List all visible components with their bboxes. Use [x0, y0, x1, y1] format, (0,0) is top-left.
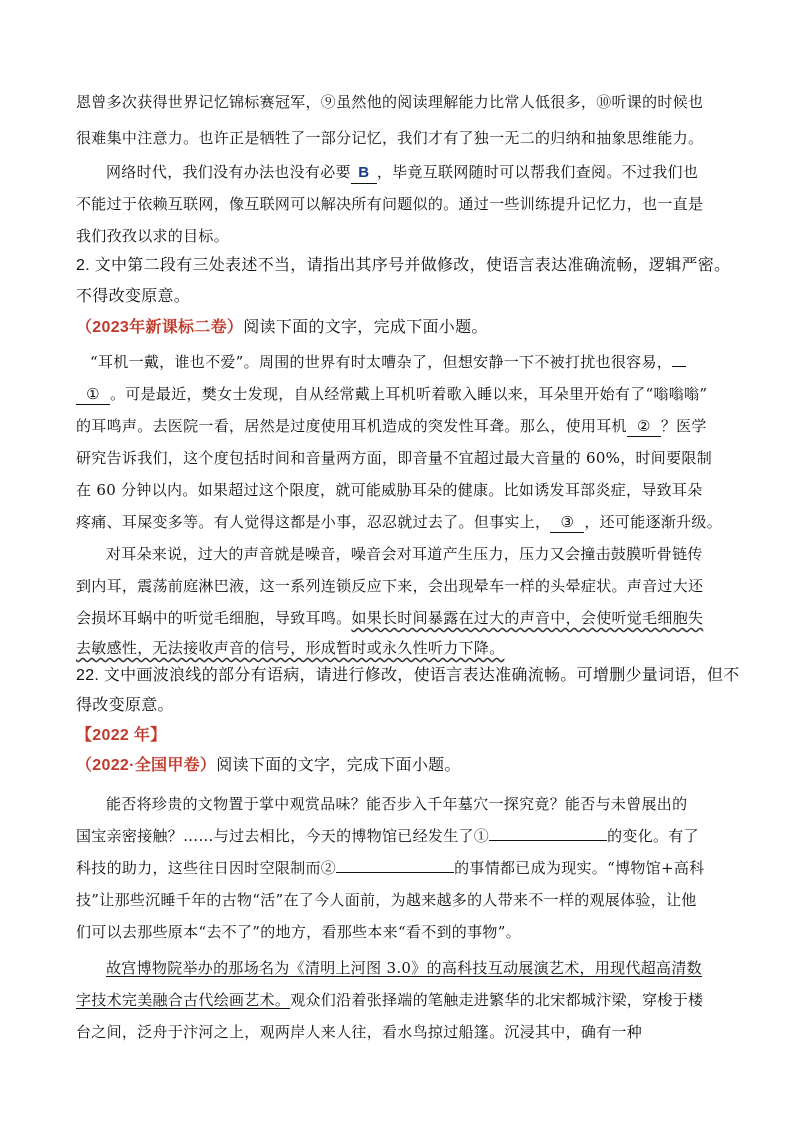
passage-line: 研究告诉我们，这个度包括时间和音量两方面，即音量不宜超过最大音量的 60%，时间要限制 [76, 449, 713, 467]
wavy-underlined-text: 如果长时间暴露在过大的声音中，会使听觉毛细胞失 [351, 609, 704, 627]
section-intro: 阅读下面的文字，完成下面小题。 [216, 757, 461, 774]
text-span: 网络时代，我们没有办法也没有必要 [106, 163, 351, 181]
text-span: ？医学 [660, 417, 707, 435]
passage-line [76, 506, 726, 538]
passage-line: 能否将珍贵的文物置于掌中观赏品味？能否步入千年墓穴一探究竟？能否与未曾展出的 [106, 795, 688, 813]
passage-line [76, 984, 726, 1016]
text-span: 疼痛、耳屎变多等。有人觉得这都是小事，忍忍就过去了。但事实上， [76, 513, 551, 531]
passage-line: 在 60 分钟以内。如果超过这个限度，就可能威胁耳朵的健康。比如诱发耳部炎症，导致耳朵 [76, 481, 703, 499]
passage-line [106, 156, 756, 188]
question-line: 2. 文中第二段有三处表述不当，请指出其序号并做修改，使语言表达准确流畅，逻辑严密。 [76, 257, 731, 274]
blank-1: ① [76, 384, 110, 405]
text-span: 观众们沿着张择端的笔触走进繁华的北宋都城汴梁，穿梭于楼 [290, 991, 704, 1009]
passage-line [76, 410, 726, 442]
underlined-text: 字技术完美融合古代绘画艺术。 [76, 991, 291, 1009]
text-span: 科技的助力，这些往日因时空限制而② [76, 859, 337, 877]
passage-line: 对耳朵来说，过大的声音就是噪音，噪音会对耳道产生压力，压力又会撞击鼓膜听骨链传 [106, 545, 703, 563]
text-span: 。可是最近，樊女士发现，自从经常戴上耳机听着歌入睡以来，耳朵里开始有了“嗡嗡嗡” [110, 385, 708, 403]
passage-line: 们可以去那些原本“去不了”的地方，看那些本来“看不到的事物”。 [76, 923, 521, 941]
passage-line: 恩曾多次获得世界记忆锦标赛冠军，⑨虽然他的阅读理解能力比常人低很多，⑩听课的时候也 [76, 93, 704, 111]
passage-line: 我们孜孜以求的目标。 [76, 227, 230, 245]
text-span: 的耳鸣声。去医院一看，居然是过度使用耳机造成的突发性耳聋。那么，使用耳机 [76, 417, 627, 435]
passage-line: 到内耳，震荡前庭淋巴液，这一系列连锁反应下来，会出现晕车一样的头晕症状。声音过大还 [76, 577, 704, 595]
blank-2 [336, 854, 454, 873]
passage-line: 不能过于依赖互联网，像互联网可以解决所有问题似的。通过一些训练提升记忆力，也一直是 [76, 195, 704, 213]
source-tag: （2023年新课标二卷） [76, 319, 244, 336]
passage-line [76, 602, 726, 634]
text-span: 会损坏耳蜗中的听觉毛细胞，导致耳鸣。 [76, 609, 352, 627]
passage-line [76, 820, 726, 852]
passage-line [76, 852, 726, 884]
blank-2: ② [627, 416, 661, 437]
question-line: 22. 文中画波浪线的部分有语病，请进行修改，使语言表达准确流畅。可增删少量词语，但不 [76, 667, 740, 684]
section-header [76, 750, 726, 782]
blank-3: ③ [550, 512, 584, 533]
section-header [76, 312, 726, 344]
passage-line: 台之间，泛舟于汴河之上，观两岸人来人往，看水鸟掠过船篷。沉浸其中，确有一种 [76, 1023, 643, 1041]
year-label: 【2022 年】 [76, 727, 167, 744]
wavy-underlined-text: 去敏感性，无法接收声音的信号，形成暂时或永久性听力下降。 [76, 639, 505, 657]
passage-line: 很难集中注意力。也许正是牺牲了一部分记忆，我们才有了独一无二的归纳和抽象思维能力。 [76, 129, 704, 147]
passage-line [90, 346, 740, 378]
passage-line [106, 952, 756, 984]
underlined-text: 故宫博物院举办的那场名为《清明上河图 3.0》的高科技互动展演艺术，用现代超高清数 [106, 959, 702, 977]
passage-line [76, 378, 726, 410]
year-heading [76, 720, 726, 752]
section-intro: 阅读下面的文字，完成下面小题。 [243, 319, 488, 336]
text-span: ，毕竟互联网随时可以帮我们查阅。不过我们也 [376, 163, 699, 181]
blank-1 [489, 822, 607, 841]
text-span: “耳机一戴，谁也不爱”。周围的世界有时太嘈杂了，但想安静一下不被打扰也很容易， [90, 353, 673, 371]
text-span: 的变化。有了 [607, 827, 699, 845]
text-span: ，还可能逐渐升级。 [584, 513, 723, 531]
text-span: 的事情都已成为现实。“博物馆+高科 [454, 859, 705, 877]
passage-line: 技”让那些沉睡千年的古物“活”在了今人面前，为越来越多的人带来不一样的观展体验，让他 [76, 891, 697, 909]
answer-blank [672, 366, 686, 367]
question-line: 得改变原意。 [76, 697, 174, 714]
question-line: 不得改变原意。 [76, 288, 191, 305]
source-tag: （2022·全国甲卷） [76, 757, 217, 774]
text-span: 国宝亲密接触？……与过去相比，今天的博物馆已经发生了① [76, 827, 490, 845]
answer-blank: B [351, 163, 377, 184]
